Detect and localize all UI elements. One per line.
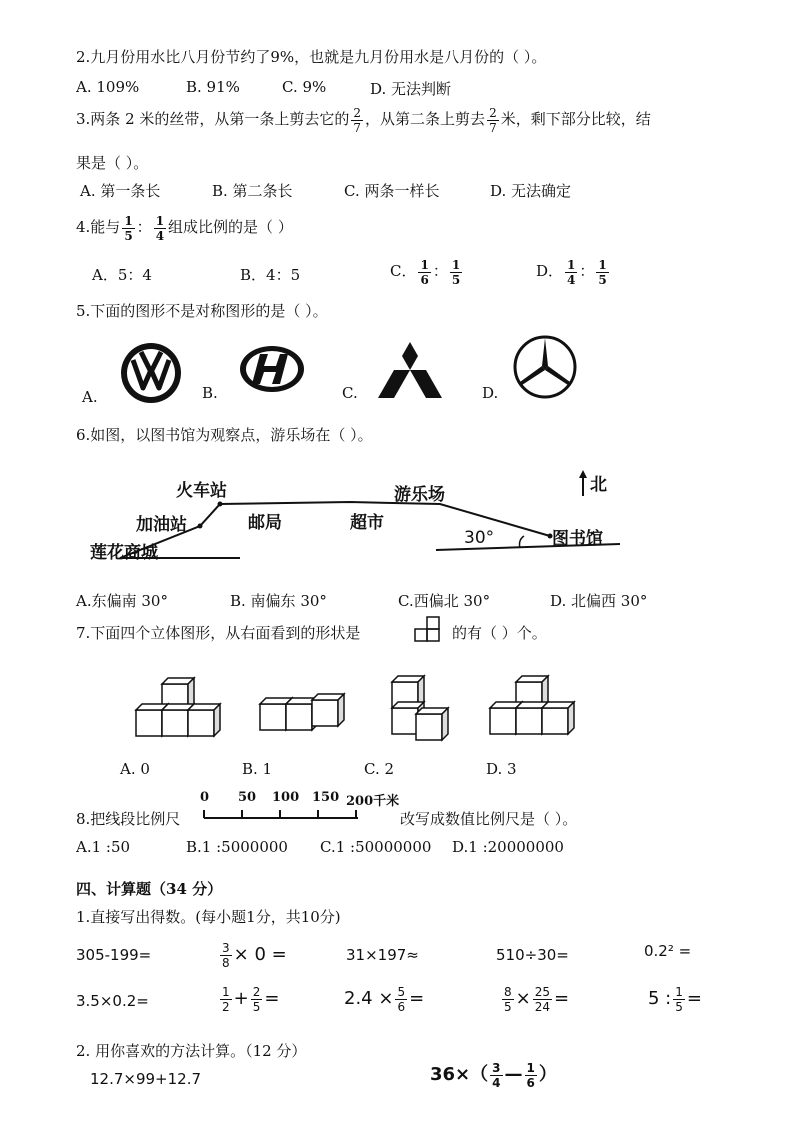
- section4-sub2: 2. 用你喜欢的方法计算。（12 分）: [76, 1042, 307, 1060]
- map-label-gas-station: 加油站: [136, 515, 187, 535]
- q2-option-a: A. 109%: [76, 78, 140, 96]
- q7-option-d: D. 3: [486, 760, 517, 778]
- q7-option-b: B. 1: [242, 760, 273, 778]
- q3-fraction-2: $\frac{2}{7}$: [489, 105, 497, 135]
- q8-stem-part1: 8.把线段比例尺: [76, 810, 181, 828]
- map-label-post-office: 邮局: [248, 513, 282, 533]
- map-label-angle: 30°: [464, 528, 495, 548]
- q6-option-c: C.西偏北 30°: [398, 592, 491, 610]
- q7-stem-part2: 的有（ ）个。: [452, 624, 547, 642]
- q8-option-d: D.1 :20000000: [452, 838, 564, 856]
- q6-option-b: B. 南偏东 30°: [230, 592, 327, 610]
- calc-3-5-times-0-2: 3.5×0.2=: [76, 992, 149, 1010]
- section4-title: 四、计算题（34 分）: [76, 880, 223, 898]
- calc-305-199: 305-199=: [76, 946, 152, 964]
- calc-8-5-times-25-24: $\frac{8}{5}$ × $\frac{25}{24}$ =: [504, 984, 570, 1014]
- calc-36-times-bracket: 36×（ $\frac{3}{4}$ — $\frac{1}{6}$ ）: [430, 1060, 557, 1090]
- q3-option-b: B. 第二条长: [212, 182, 293, 200]
- q8-option-c: C.1 :50000000: [320, 838, 432, 856]
- calc-half-plus-two-fifths: $\frac{1}{2}$ + $\frac{2}{5}$ =: [222, 984, 280, 1014]
- q3-option-a: A. 第一条长: [80, 182, 161, 200]
- q8-scale-tick-50: 50: [238, 790, 257, 805]
- map-label-supermarket: 超市: [350, 513, 384, 533]
- q4-stem-part2: 组成比例的是（ ）: [168, 218, 293, 236]
- q7-option-a: A. 0: [120, 760, 150, 778]
- map-label-lotus-mall: 莲花商城: [90, 543, 158, 563]
- q4-fraction-1: $\frac{1}{5}$: [124, 213, 133, 243]
- q5-label-c: C.: [342, 384, 358, 402]
- q2-option-c: C. 9%: [282, 78, 327, 96]
- q8-scale-tick-200: 200千米: [346, 794, 400, 809]
- q8-scale-bar: [200, 806, 400, 822]
- q3-option-c: C. 两条一样长: [344, 182, 440, 200]
- calc-12-7-times-99: 12.7×99+12.7: [90, 1070, 202, 1088]
- q8-option-b: B.1 :5000000: [186, 838, 288, 856]
- q8-scale-tick-0: 0: [200, 790, 210, 805]
- q4-option-a: A．5：4: [92, 266, 152, 284]
- q4-option-c: C． $\frac{1}{6}$ ： $\frac{1}{5}$: [390, 257, 461, 287]
- q5-label-b: B.: [202, 384, 218, 402]
- calc-2-4-times-5-6: 2.4 × $\frac{5}{6}$ =: [344, 984, 425, 1014]
- q4-fraction-2: $\frac{1}{4}$: [155, 213, 165, 243]
- q8-option-a: A.1 :50: [76, 838, 131, 856]
- q3-option-d: D. 无法确定: [490, 182, 572, 200]
- q4-stem-part1: 4.能与: [76, 218, 121, 236]
- q5-label-d: D.: [482, 384, 499, 402]
- calc-5-ratio-1-5: 5 : $\frac{1}{5}$ =: [648, 984, 702, 1014]
- q3-stem-line2: 果是（ ）。: [76, 154, 149, 172]
- q8-stem-part2: 改写成数值比例尺是（ ）。: [400, 810, 578, 828]
- q5-label-a: A.: [82, 388, 98, 406]
- q3-fraction-1: $\frac{2}{7}$: [353, 105, 362, 135]
- q6-option-d: D. 北偏西 30°: [550, 592, 648, 610]
- q7-stem-part1: 7.下面四个立体图形，从右面看到的形状是: [76, 624, 361, 642]
- q4-option-b: B．4：5: [240, 266, 301, 284]
- q8-scale-tick-100: 100: [272, 790, 300, 805]
- calc-510-30: 510÷30=: [496, 946, 569, 964]
- q2-option-d: D. 无法判断: [370, 80, 452, 98]
- section4-sub1: 1.直接写出得数。(每小题1分，共10分): [76, 908, 341, 926]
- q2-stem: 2.九月份用水比八月份节约了9%，也就是九月份用水是八月份的（ ）。: [76, 48, 547, 66]
- q3-stem-part2: ，从第二条上剪去: [365, 110, 486, 128]
- q2-option-b: B. 91%: [186, 78, 240, 96]
- map-label-library: 图书馆: [552, 529, 603, 549]
- calc-31-197: 31×197≈: [346, 946, 419, 964]
- calc-3-8-times-0: $\frac{3}{8}$ × 0 =: [222, 940, 287, 970]
- q3-stem-part3: 米，剩下部分比较，结: [500, 110, 651, 128]
- q7-option-c: C. 2: [364, 760, 395, 778]
- q4-option-d: D． $\frac{1}{4}$ ： $\frac{1}{5}$: [536, 257, 607, 287]
- map-label-park: 游乐场: [394, 485, 445, 505]
- calc-0-2-squared: 0.2² =: [644, 942, 692, 960]
- q6-option-a: A.东偏南 30°: [76, 592, 168, 610]
- q3-stem-part1: 3.两条 2 米的丝带，从第一条上剪去它的: [76, 110, 350, 128]
- map-label-north: 北: [590, 475, 607, 495]
- q6-stem: 6.如图，以图书馆为观察点，游乐场在（ ）。: [76, 426, 373, 444]
- q8-scale-tick-150: 150: [312, 790, 340, 805]
- map-label-train-station: 火车站: [176, 481, 227, 501]
- q4-ratio-sep: ：: [136, 218, 152, 236]
- q5-stem: 5.下面的图形不是对称图形的是（ ）。: [76, 302, 328, 320]
